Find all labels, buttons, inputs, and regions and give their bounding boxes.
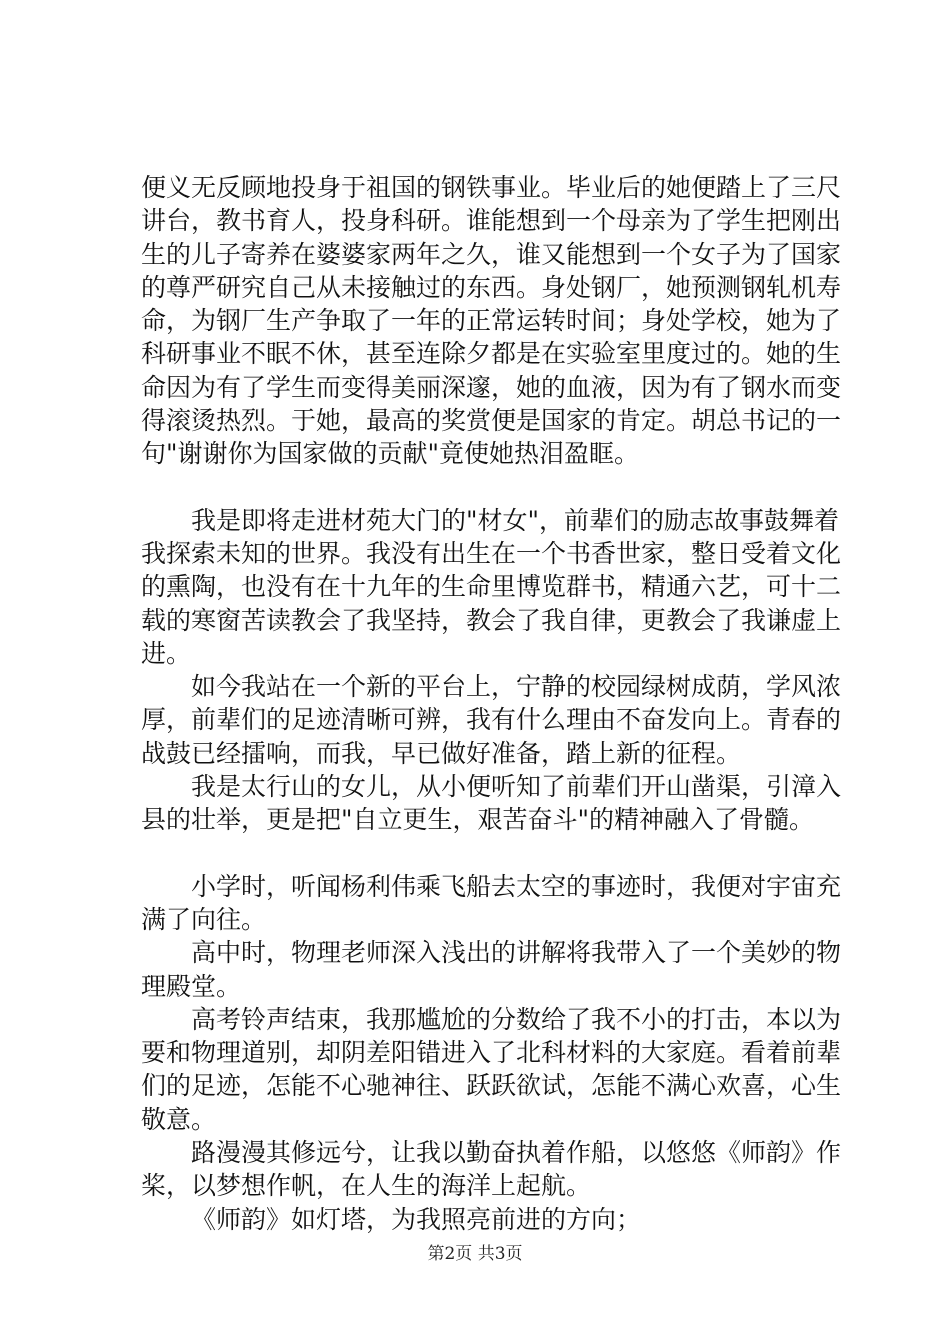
paragraph-5: 小学时，听闻杨利伟乘飞船去太空的事迹时，我便对宇宙充满了向往。 [141, 871, 842, 934]
paragraph-3: 如今我站在一个新的平台上，宁静的校园绿树成荫，学风浓厚，前辈们的足迹清晰可辨，我有什么理由不奋发向上。青春的战鼓已经擂响，而我，早已做好准备，踏上新的征程。 [141, 672, 842, 768]
paragraph-7: 高考铃声结束，我那尴尬的分数给了我不小的打击，本以为要和物理道别，却阴差阳错进入了北科材料的大家庭。看着前辈们的足迹，怎能不心驰神往、跃跃欲试，怎能不满心欢喜，心生敬意。 [141, 1004, 842, 1134]
paragraph-gap [141, 471, 841, 504]
page-number-label: 第2页 共3页 [427, 1244, 523, 1264]
page-footer [0, 1243, 950, 1265]
paragraph-gap [141, 837, 841, 870]
paragraph-6: 高中时，物理老师深入浅出的讲解将我带入了一个美妙的物理殿堂。 [141, 938, 842, 1001]
document-body [141, 171, 841, 1236]
paragraph-9: 《师韵》如灯塔，为我照亮前进的方向； [191, 1204, 642, 1234]
paragraph-4: 我是太行山的女儿，从小便听知了前辈们开山凿渠，引漳入县的壮举，更是把"自立更生，艰苦奋斗"的精神融入了骨髓。 [141, 772, 842, 835]
paragraph-8: 路漫漫其修远兮，让我以勤奋执着作船，以悠悠《师韵》作桨，以梦想作帆，在人生的海洋上起航。 [141, 1138, 842, 1201]
paragraph-1: 便义无反顾地投身于祖国的钢铁事业。毕业后的她便踏上了三尺讲台，教书育人，投身科研。谁能想到一个母亲为了学生把刚出生的儿子寄养在婆婆家两年之久，谁又能想到一个女子为了国家的尊严研究自己从未接触过的东西。身处钢厂，她预测钢轧机寿命，为钢厂生产争取了一年的正常运转时间；身处学校，她为了科研事业不眠不休，甚至连除夕都是在实验室里度过的。她的生命因为有了学生而变得美丽深邃，她的血液，因为有了钢水而变得滚烫热烈。于她，最高的奖赏便是国家的肯定。胡总书记的一句"谢谢你为国家做的贡献"竟使她热泪盈眶。 [141, 173, 842, 469]
paragraph-2: 我是即将走进材苑大门的"材女"，前辈们的励志故事鼓舞着我探索未知的世界。我没有出生在一个书香世家，整日受着文化的熏陶，也没有在十九年的生命里博览群书，精通六艺，可十二载的寒窗苦读教会了我坚持，教会了我自律，更教会了我谦虚上进。 [141, 505, 842, 668]
